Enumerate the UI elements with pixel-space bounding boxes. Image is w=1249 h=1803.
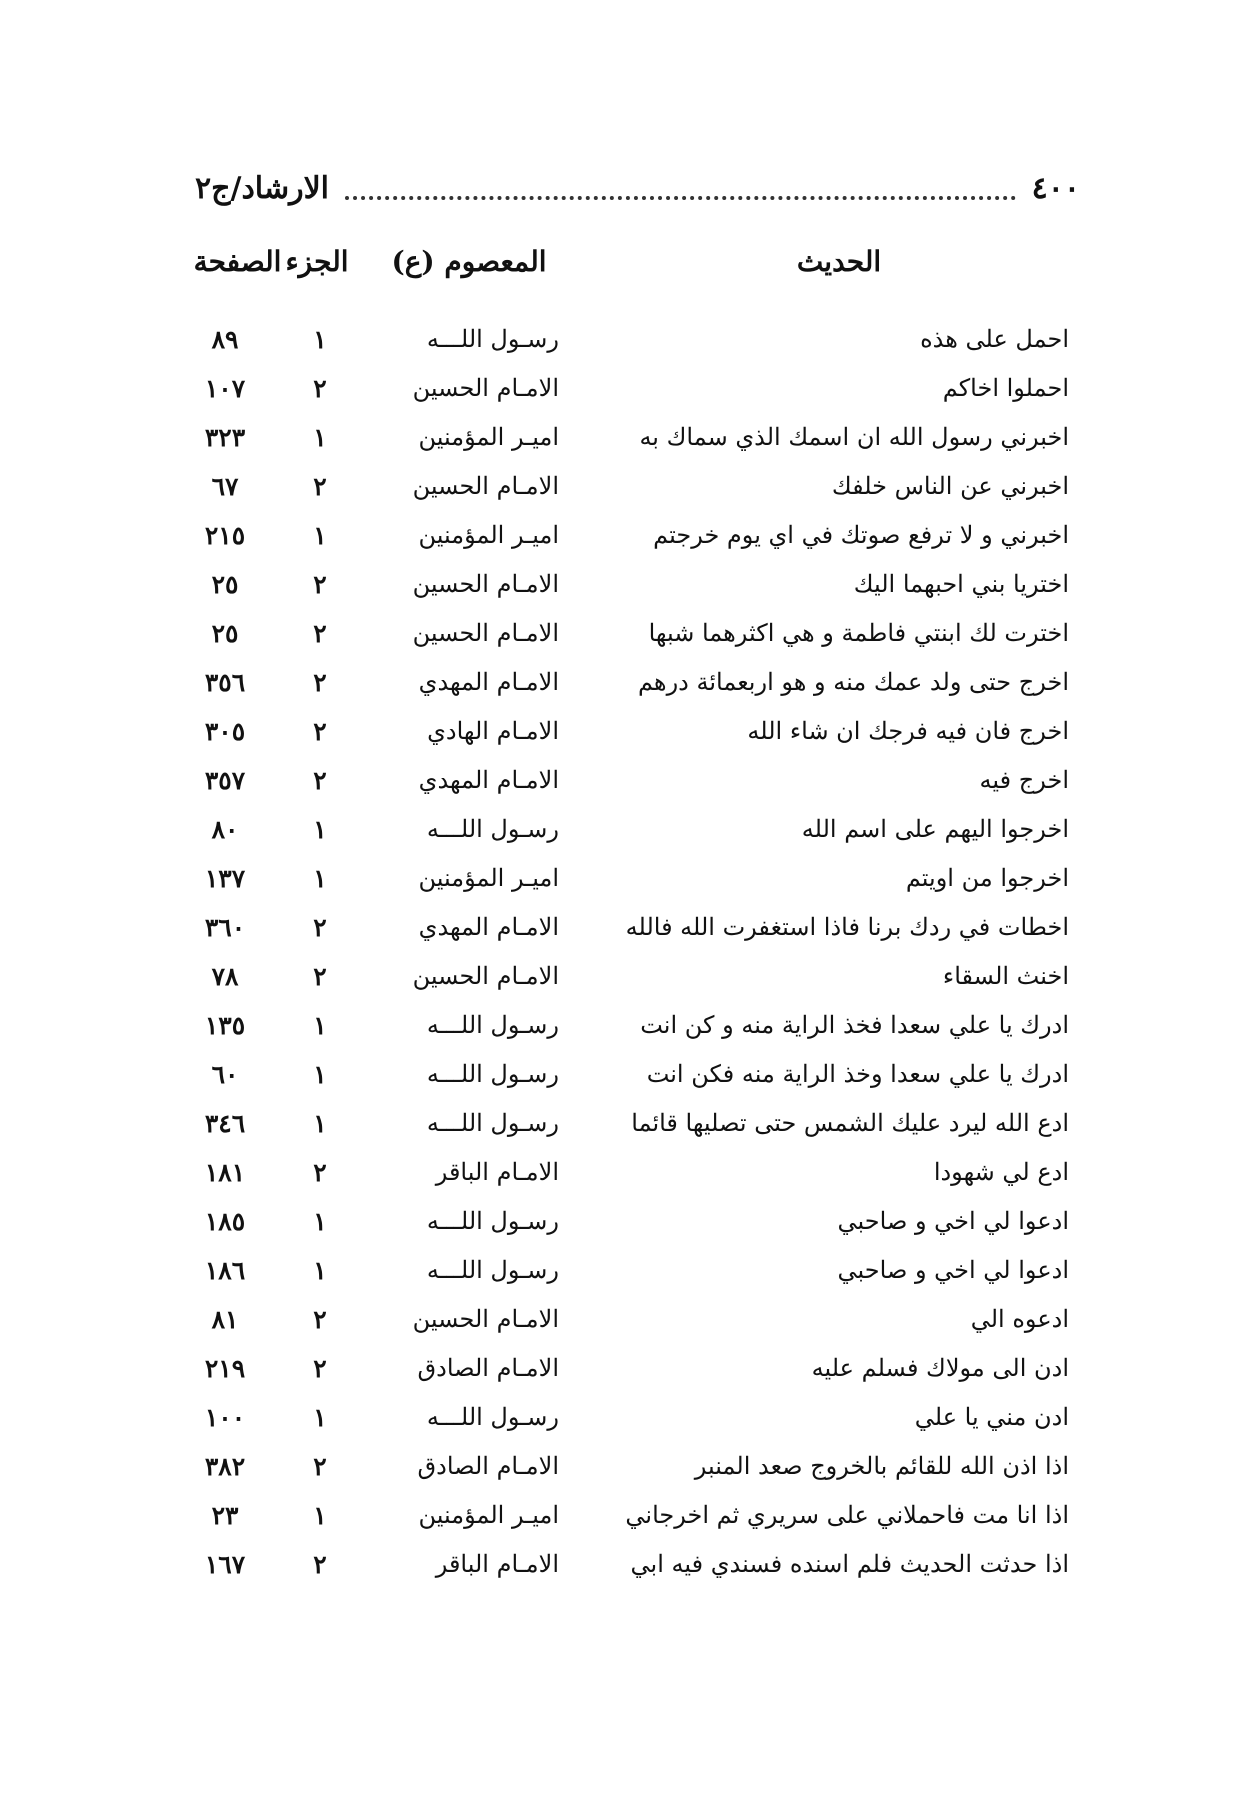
table-row <box>0 315 1249 364</box>
page-cell: ١٨٦ <box>204 1256 246 1285</box>
hadith-cell: ادرك يا علي سعدا فخذ الراية منه و كن انت <box>640 1011 1069 1039</box>
juz-cell: ١ <box>313 521 327 550</box>
table-row <box>0 903 1249 952</box>
table-row <box>0 1442 1249 1491</box>
table-row <box>0 1197 1249 1246</box>
juz-cell: ٢ <box>313 1452 327 1481</box>
masum-cell: رسـول اللـــه <box>426 1403 559 1431</box>
page-cell: ٣٠٥ <box>204 717 246 746</box>
page-cell: ٨٩ <box>211 325 239 354</box>
page-cell: ٢١٥ <box>204 521 246 550</box>
masum-cell: الامـام المهدي <box>418 913 559 941</box>
juz-cell: ٢ <box>313 472 327 501</box>
juz-cell: ١ <box>313 1256 327 1285</box>
table-row <box>0 413 1249 462</box>
hadith-cell: ادن الى مولاك فسلم عليه <box>811 1354 1069 1382</box>
page-cell: ٣٤٦ <box>204 1109 246 1138</box>
juz-cell: ١ <box>313 1403 327 1432</box>
hadith-cell: ادعوه الي <box>970 1305 1069 1333</box>
hadith-cell: اخبرني عن الناس خلفك <box>831 472 1069 500</box>
table-row <box>0 364 1249 413</box>
page-cell: ١٠٠ <box>204 1403 246 1432</box>
running-header <box>195 168 1080 208</box>
hadith-cell: ادرك يا علي سعدا وخذ الراية منه فكن انت <box>646 1060 1069 1088</box>
table-row <box>0 1050 1249 1099</box>
juz-cell: ٢ <box>313 1158 327 1187</box>
masum-cell: الامـام الباقر <box>435 1550 559 1578</box>
page-cell: ٧٨ <box>211 962 239 991</box>
masum-cell: رسـول اللـــه <box>426 325 559 353</box>
masum-cell: الامـام الحسين <box>412 472 559 500</box>
table-row <box>0 609 1249 658</box>
page-cell: ١٨٥ <box>204 1207 246 1236</box>
hadith-cell: اخبرني رسول الله ان اسمك الذي سماك به <box>639 423 1069 451</box>
page-cell: ٣٦٠ <box>204 913 246 942</box>
table-row <box>0 854 1249 903</box>
juz-cell: ٢ <box>313 570 327 599</box>
page-cell: ٢١٩ <box>204 1354 246 1383</box>
masum-cell: الامـام الحسين <box>412 570 559 598</box>
hadith-cell: ادعوا لي اخي و صاحبي <box>837 1207 1069 1235</box>
hadith-cell: اخطات في ردك برنا فاذا استغفرت الله فالله <box>625 913 1069 941</box>
table-row <box>0 658 1249 707</box>
page-cell: ٢٥ <box>211 619 239 648</box>
page-cell: ٣٨٢ <box>204 1452 246 1481</box>
masum-cell: اميـر المؤمنين <box>418 1501 559 1529</box>
masum-cell: اميـر المؤمنين <box>418 864 559 892</box>
table-row <box>0 511 1249 560</box>
hadith-cell: اختريا بني احبهما اليك <box>853 570 1069 598</box>
column-header-juz: الجزء <box>285 245 349 278</box>
page-cell: ٣٢٣ <box>204 423 246 452</box>
masum-cell: الامـام المهدي <box>418 766 559 794</box>
page-cell: ٦٧ <box>211 472 239 501</box>
masum-cell: الامـام المهدي <box>418 668 559 696</box>
hadith-cell: اخبرني و لا ترفع صوتك في اي يوم خرجتم <box>653 521 1069 549</box>
juz-cell: ٢ <box>313 913 327 942</box>
table-header <box>0 240 1249 284</box>
table-row <box>0 462 1249 511</box>
table-row <box>0 1491 1249 1540</box>
masum-cell: الامـام الحسين <box>412 374 559 402</box>
page-cell: ١٦٧ <box>204 1550 246 1579</box>
juz-cell: ١ <box>313 1109 327 1138</box>
hadith-cell: ادع الله ليرد عليك الشمس حتى تصليها قائما <box>631 1109 1069 1137</box>
dotted-leader <box>345 188 1016 200</box>
table-row <box>0 1001 1249 1050</box>
juz-cell: ١ <box>313 864 327 893</box>
juz-cell: ٢ <box>313 962 327 991</box>
hadith-cell: اخرج حتى ولد عمك منه و هو اربعمائة درهم <box>637 668 1069 696</box>
juz-cell: ١ <box>313 1060 327 1089</box>
hadith-cell: اخترت لك ابنتي فاطمة و هي اكثرهما شبها <box>648 619 1069 647</box>
table-row <box>0 1148 1249 1197</box>
hadith-cell: اذا انا مت فاحملاني على سريري ثم اخرجاني <box>625 1501 1069 1529</box>
masum-cell: رسـول اللـــه <box>426 1256 559 1284</box>
table-row <box>0 1540 1249 1589</box>
masum-cell: رسـول اللـــه <box>426 1060 559 1088</box>
juz-cell: ١ <box>313 1011 327 1040</box>
masum-cell: رسـول اللـــه <box>426 1011 559 1039</box>
page-cell: ٦٠ <box>211 1060 239 1089</box>
table-row <box>0 560 1249 609</box>
hadith-index-table <box>0 315 1249 1589</box>
hadith-cell: اذا اذن الله للقائم بالخروج صعد المنبر <box>694 1452 1069 1480</box>
juz-cell: ٢ <box>313 1354 327 1383</box>
page-cell: ١٣٥ <box>204 1011 246 1040</box>
masum-cell: رسـول اللـــه <box>426 815 559 843</box>
page-number: ٤٠٠ <box>1031 170 1080 206</box>
hadith-cell: اذا حدثت الحديث فلم اسنده فسندي فيه ابي <box>630 1550 1069 1578</box>
masum-cell: اميـر المؤمنين <box>418 521 559 549</box>
table-row <box>0 1099 1249 1148</box>
column-header-masum: المعصوم (ع) <box>391 245 547 278</box>
juz-cell: ٢ <box>313 374 327 403</box>
masum-cell: الامـام الحسين <box>412 619 559 647</box>
column-header-page: الصفحة <box>193 245 282 278</box>
juz-cell: ٢ <box>313 1305 327 1334</box>
juz-cell: ١ <box>313 815 327 844</box>
table-row <box>0 1344 1249 1393</box>
page-cell: ٨٠ <box>211 815 239 844</box>
hadith-cell: ادع لي شهودا <box>933 1158 1069 1186</box>
column-header-hadith: الحديث <box>796 245 882 278</box>
table-row <box>0 952 1249 1001</box>
page-cell: ١٠٧ <box>204 374 246 403</box>
masum-cell: الامـام الباقر <box>435 1158 559 1186</box>
page-cell: ١٨١ <box>204 1158 246 1187</box>
page-cell: ٣٥٦ <box>204 668 246 697</box>
juz-cell: ٢ <box>313 766 327 795</box>
page-cell: ٣٥٧ <box>204 766 246 795</box>
hadith-cell: اخرجوا اليهم على اسم الله <box>801 815 1069 843</box>
masum-cell: الامـام الصادق <box>417 1452 559 1480</box>
table-row <box>0 1246 1249 1295</box>
juz-cell: ٢ <box>313 619 327 648</box>
juz-cell: ٢ <box>313 668 327 697</box>
hadith-cell: اخرج فيه <box>979 766 1069 794</box>
table-row <box>0 805 1249 854</box>
masum-cell: رسـول اللـــه <box>426 1207 559 1235</box>
juz-cell: ١ <box>313 1207 327 1236</box>
juz-cell: ١ <box>313 325 327 354</box>
hadith-cell: احمل على هذه <box>920 325 1069 353</box>
masum-cell: رسـول اللـــه <box>426 1109 559 1137</box>
page-cell: ١٣٧ <box>204 864 246 893</box>
page-cell: ٢٣ <box>211 1501 239 1530</box>
table-row <box>0 707 1249 756</box>
hadith-cell: احملوا اخاكم <box>942 374 1069 402</box>
page-cell: ٨١ <box>211 1305 239 1334</box>
masum-cell: الامـام الحسين <box>412 962 559 990</box>
table-row <box>0 756 1249 805</box>
masum-cell: الامـام الهادي <box>427 717 559 745</box>
hadith-cell: اخرجوا من اويتم <box>905 864 1069 892</box>
page-cell: ٢٥ <box>211 570 239 599</box>
juz-cell: ٢ <box>313 717 327 746</box>
hadith-cell: ادن مني يا علي <box>914 1403 1069 1431</box>
masum-cell: اميـر المؤمنين <box>418 423 559 451</box>
hadith-cell: ادعوا لي اخي و صاحبي <box>837 1256 1069 1284</box>
hadith-cell: اخنث السقاء <box>942 962 1069 990</box>
table-row <box>0 1295 1249 1344</box>
juz-cell: ١ <box>313 1501 327 1530</box>
juz-cell: ٢ <box>313 1550 327 1579</box>
masum-cell: الامـام الحسين <box>412 1305 559 1333</box>
hadith-cell: اخرج فان فيه فرجك ان شاء الله <box>747 717 1069 745</box>
masum-cell: الامـام الصادق <box>417 1354 559 1382</box>
table-row <box>0 1393 1249 1442</box>
book-title: الارشاد/ج٢ <box>195 170 330 206</box>
juz-cell: ١ <box>313 423 327 452</box>
